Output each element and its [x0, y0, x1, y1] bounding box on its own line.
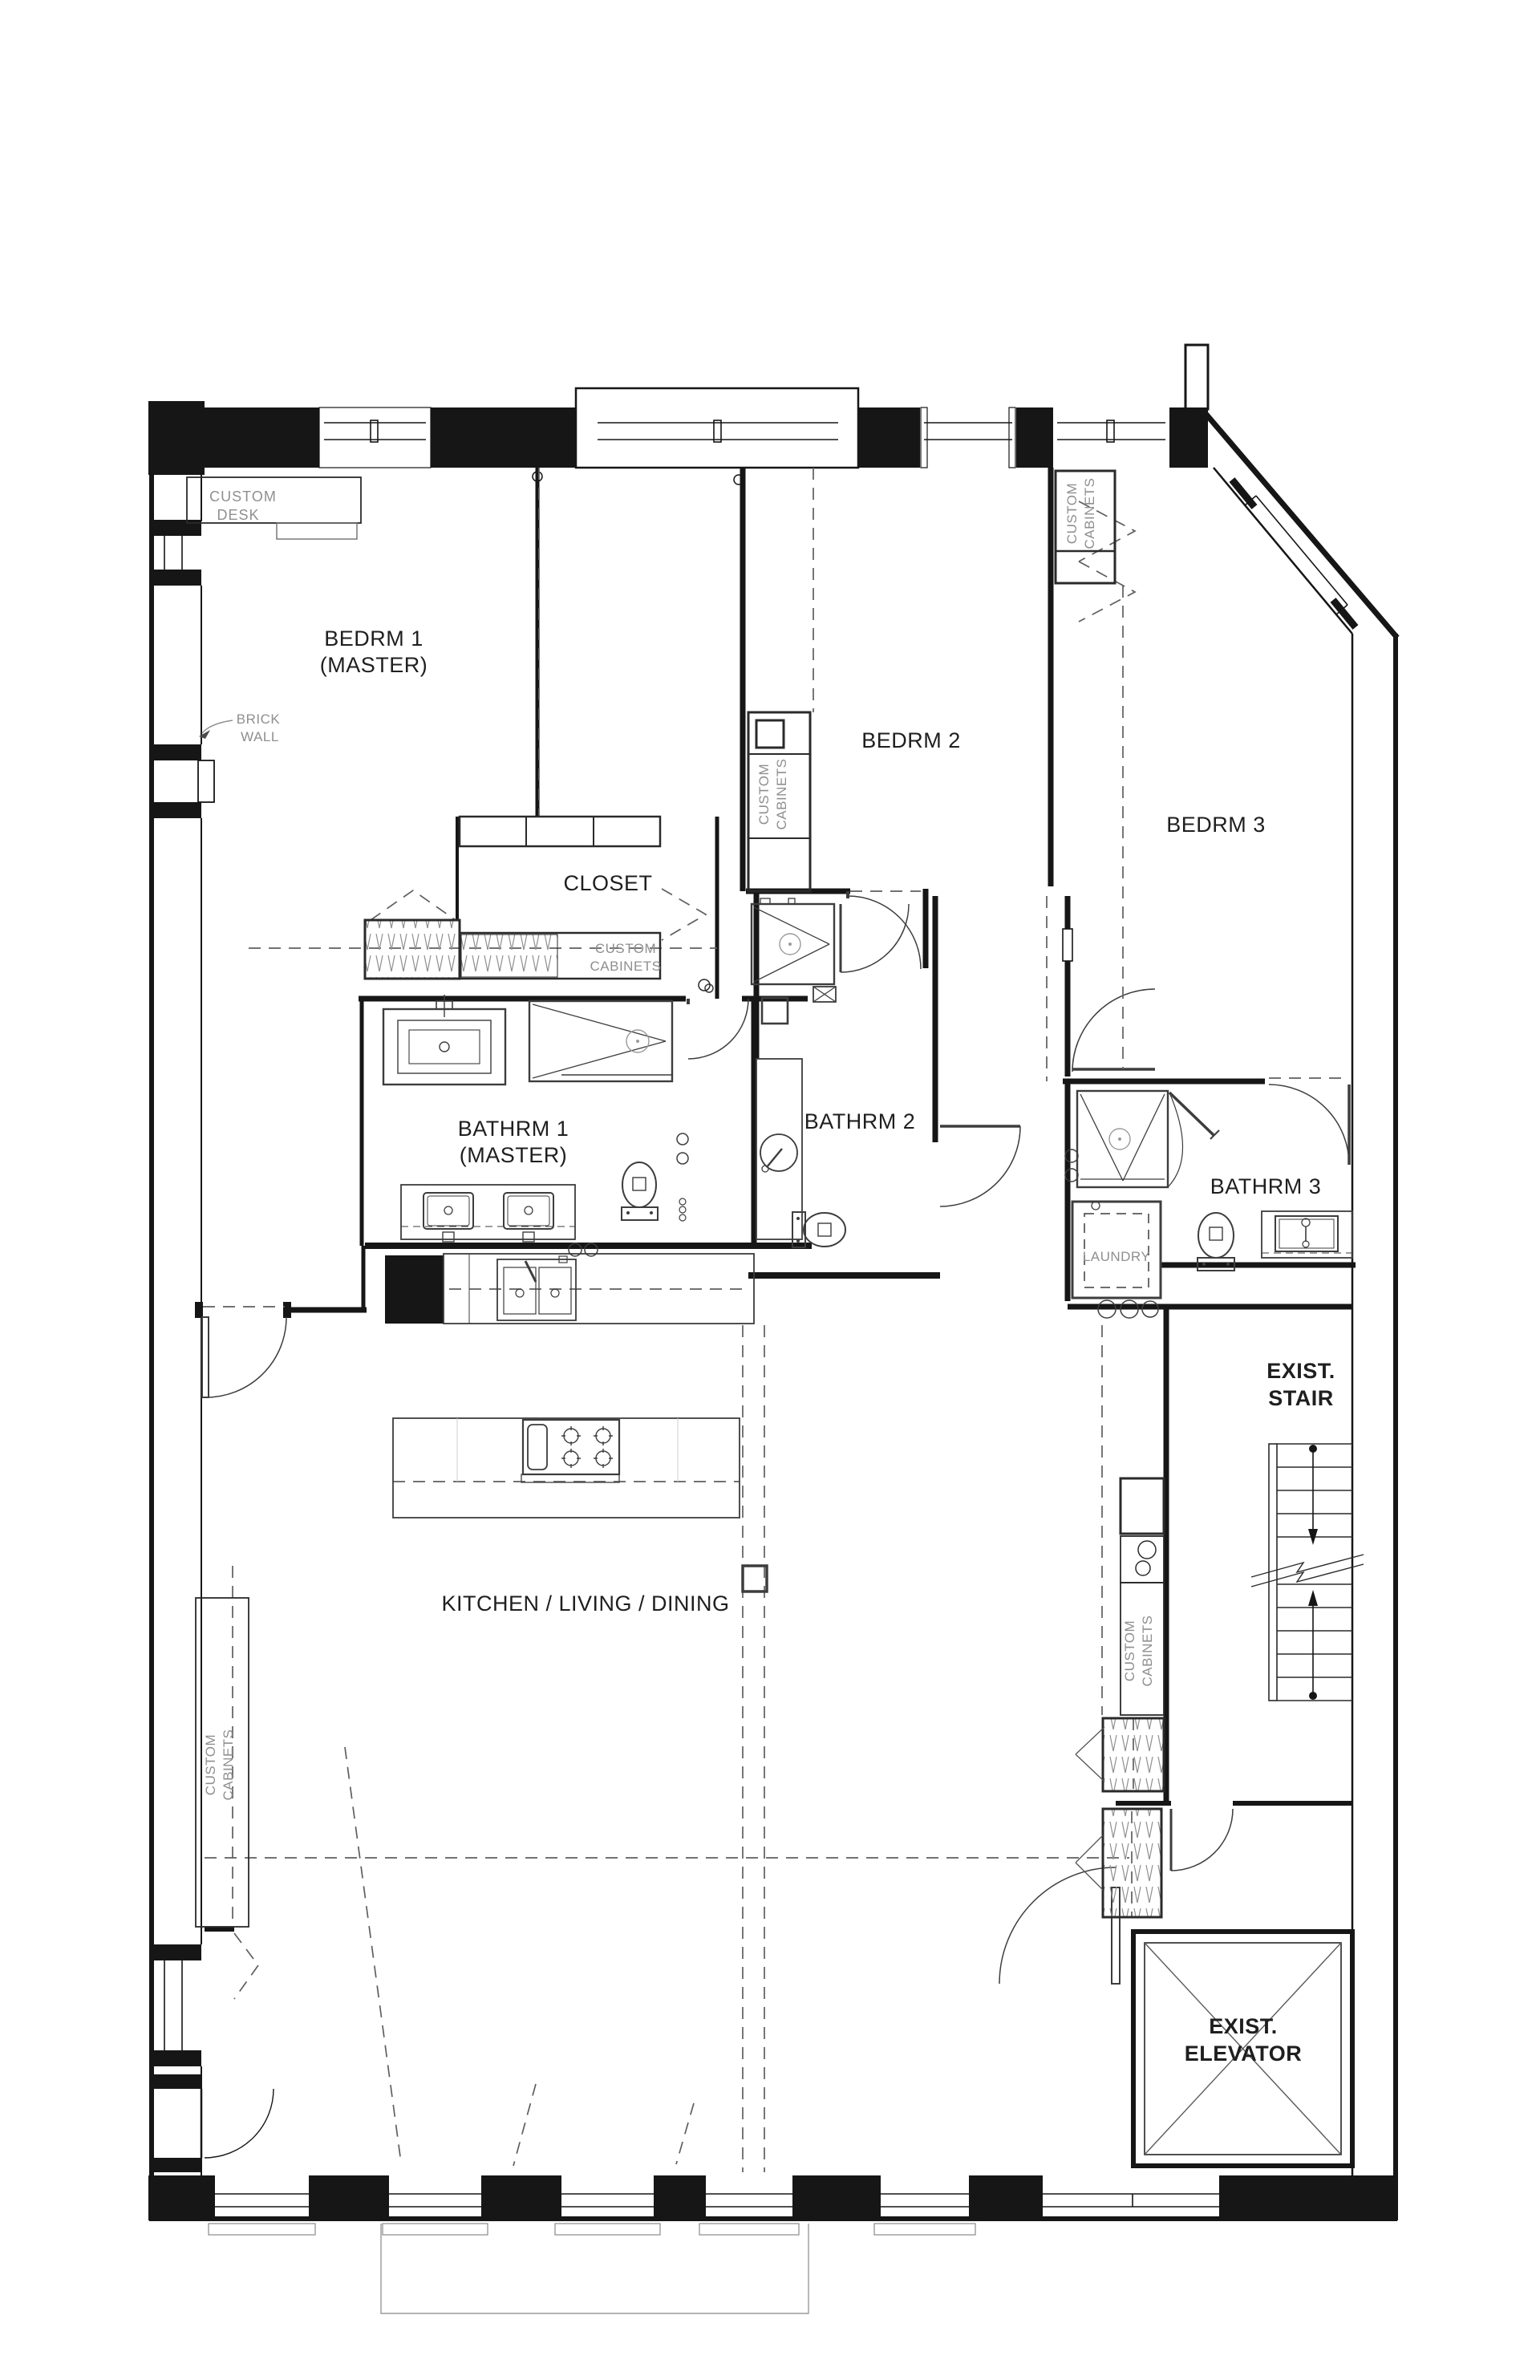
bathrm3-shower	[1065, 1091, 1168, 1187]
custom-cabinets-label-rotated: CABINETS	[774, 758, 789, 830]
room-label-bathrm2: BATHRM 2	[804, 1109, 916, 1133]
custom-cabinets-label-rotated: CABINETS	[1082, 477, 1097, 549]
bathrm3-toilet	[1198, 1213, 1234, 1271]
custom-cabinets-label-rotated: CUSTOM	[203, 1733, 218, 1796]
stair-treads	[1277, 1444, 1352, 1701]
room-label-stair: EXIST.	[1266, 1359, 1335, 1383]
bathrm2-shower	[752, 898, 834, 984]
custom-cabinets-label-rotated: CUSTOM	[1122, 1620, 1137, 1682]
room-label-bathrm1: (MASTER)	[459, 1143, 568, 1167]
laundry-label: LAUNDRY	[1082, 1249, 1151, 1264]
room-label-bedrm3: BEDRM 3	[1166, 813, 1266, 837]
interior-walls	[195, 468, 1356, 1929]
master-vanity	[401, 1185, 575, 1242]
dashed-lines	[203, 468, 1348, 2172]
room-label-bedrm1: (MASTER)	[319, 653, 428, 677]
brick-wall-note	[199, 712, 280, 744]
bottom-wall-piers	[148, 2175, 1397, 2220]
custom-cabinets-label-rotated: CUSTOM	[1064, 482, 1080, 545]
diagonal-window	[1232, 480, 1356, 627]
room-label-bathrm3: BATHRM 3	[1210, 1174, 1322, 1198]
custom-desk-label: CUSTOM	[209, 489, 277, 505]
left-windows	[152, 520, 274, 2172]
cabinetry	[187, 471, 1164, 1927]
stair-arrows	[1308, 1445, 1318, 1700]
master-toilet	[622, 1162, 658, 1220]
custom-desk-label: DESK	[217, 507, 260, 523]
room-label-bedrm1: BEDRM 1	[324, 626, 424, 651]
room-label-elevator: ELEVATOR	[1184, 2041, 1303, 2066]
room-label-closet: CLOSET	[563, 871, 653, 895]
svg-text:BRICK: BRICK	[236, 712, 281, 727]
custom-cabinets-label-rotated: CUSTOM	[756, 763, 772, 825]
custom-cabinets-label-rotated: CABINETS	[1140, 1615, 1155, 1687]
bathrm3-vanity	[1262, 1211, 1352, 1258]
kitchen-island	[393, 1418, 740, 1518]
right-cabinets	[1076, 1478, 1164, 1917]
custom-cabinets-label: CUSTOM	[594, 941, 657, 956]
room-label-kitchen: KITCHEN / LIVING / DINING	[441, 1591, 730, 1616]
custom-cabinets-label: CABINETS	[590, 959, 662, 974]
room-label-bathrm1: BATHRM 1	[457, 1117, 569, 1141]
shaft-x	[813, 987, 836, 1002]
room-label-elevator: EXIST.	[1209, 2014, 1278, 2038]
svg-text:WALL: WALL	[241, 729, 279, 744]
room-label-bedrm2: BEDRM 2	[861, 728, 961, 752]
labels	[199, 477, 1335, 2066]
bathtub	[383, 995, 505, 1085]
exist-stair	[1251, 1444, 1364, 1701]
column	[743, 1566, 767, 1591]
custom-cabinets-label-rotated: CABINETS	[221, 1729, 236, 1801]
bathrm2-toilet	[792, 1212, 845, 1247]
room-label-stair: STAIR	[1268, 1386, 1334, 1410]
doors	[202, 891, 1349, 1984]
